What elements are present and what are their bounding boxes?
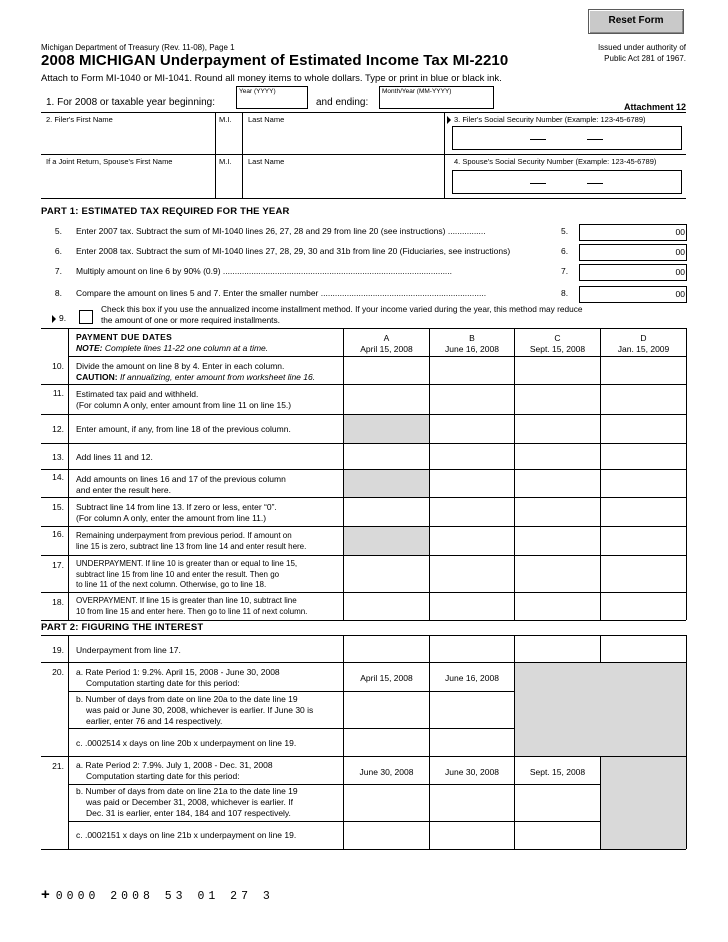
form-title: 2008 MICHIGAN Underpayment of Estimated Income Tax MI-2210 bbox=[41, 52, 509, 69]
amount-input-line-8[interactable] bbox=[579, 286, 687, 303]
department-line: Michigan Department of Treasury (Rev. 11-08), Page 1 bbox=[41, 43, 235, 52]
form-code: 0000 2008 53 01 27 3 bbox=[55, 890, 274, 903]
rule bbox=[429, 635, 430, 849]
line-number: 21. bbox=[52, 761, 64, 771]
line-number: 17. bbox=[52, 560, 64, 570]
line-20a-text bbox=[76, 667, 280, 689]
text-line: was paid or June 30, 2008, whichever is earlier. If June 30 is bbox=[86, 705, 314, 715]
text-line: Computation starting date for this period: bbox=[86, 771, 240, 781]
authority-line-1: Issued under authority of bbox=[597, 43, 686, 52]
annualized-method-checkbox[interactable] bbox=[79, 310, 93, 324]
rule bbox=[68, 328, 69, 620]
filer-ssn-caption bbox=[447, 115, 646, 124]
shaded-cell bbox=[344, 415, 429, 443]
column-letter: A bbox=[383, 333, 390, 343]
line-text: Enter 2007 tax. Subtract the sum of MI-1040 lines 26, 27, 28 and 29 from line 20 (see instructions) ................ bbox=[76, 226, 486, 236]
column-letter: D bbox=[640, 333, 647, 343]
text-line: line 15 is zero, subtract line 13 from line 14 and enter result here. bbox=[76, 541, 307, 551]
text-line: Dec. 31 is earlier, enter 184, 184 and 107 respectively. bbox=[86, 808, 291, 818]
text-line: 10 from line 15 and enter here. Then go to line 11 of next column. bbox=[76, 606, 308, 616]
amount-input-line-6[interactable] bbox=[579, 244, 687, 261]
column-a-header bbox=[344, 333, 429, 355]
line-21a-date-c: Sept. 15, 2008 bbox=[529, 767, 586, 777]
rule bbox=[41, 620, 686, 621]
line-ref: 6. bbox=[561, 246, 569, 256]
month-year-caption: Month/Year (MM-YYYY) bbox=[382, 88, 452, 95]
shaded-cell bbox=[344, 527, 429, 555]
text-line: Computation starting date for this period: bbox=[86, 678, 240, 688]
line-ref: 5. bbox=[561, 226, 569, 236]
rule bbox=[41, 756, 686, 757]
rule bbox=[41, 592, 686, 593]
plus-mark: + bbox=[41, 886, 50, 903]
rule bbox=[68, 635, 69, 849]
shaded-cell bbox=[601, 757, 686, 849]
shaded-cell bbox=[344, 470, 429, 497]
rule bbox=[68, 784, 686, 785]
rule bbox=[444, 112, 445, 198]
rule bbox=[686, 328, 687, 620]
line-20a-date-b: June 16, 2008 bbox=[445, 673, 499, 683]
rule bbox=[41, 384, 686, 385]
note-label: NOTE: bbox=[76, 343, 103, 353]
shaded-cell bbox=[515, 663, 686, 756]
text-line: a. Rate Period 1: 9.2%. April 15, 2008 - June 30, 2008 bbox=[76, 667, 280, 677]
rule bbox=[68, 356, 686, 357]
line-number: 16. bbox=[52, 529, 64, 539]
arrow-icon bbox=[447, 116, 451, 124]
year-caption: Year (YYYY) bbox=[239, 88, 276, 95]
line9-text-1: Check this box if you use the annualized income installment method. If your income varied during the year, this method may reduce bbox=[101, 304, 583, 314]
amount-input-line-7[interactable] bbox=[579, 264, 687, 281]
line-20c-text: c. .0002514 x days on line 20b x underpayment on line 19. bbox=[76, 738, 297, 748]
rule bbox=[242, 112, 243, 198]
line-text: Enter 2008 tax. Subtract the sum of MI-1040 lines 27, 28, 29, 30 and 31b from line 20 (Fiduciaries, see instructions) bbox=[76, 246, 511, 256]
text-line: (For column A only, enter amount from line 11 on line 15.) bbox=[76, 400, 292, 410]
line-number: 12. bbox=[52, 424, 64, 434]
text-line: b. Number of days from date on line 21a to the date line 19 bbox=[76, 786, 298, 796]
line-number: 13. bbox=[52, 452, 64, 462]
text-line: and enter the result here. bbox=[76, 485, 171, 495]
line-number: 5. bbox=[54, 226, 62, 236]
amount-input-line-5[interactable] bbox=[579, 224, 687, 241]
text-line: b. Number of days from date on line 20a to the date line 19 bbox=[76, 694, 298, 704]
ssn-dash bbox=[530, 139, 546, 140]
spouse-first-name-caption: If a Joint Return, Spouse's First Name bbox=[46, 157, 173, 166]
spouse-ssn-input[interactable] bbox=[452, 170, 682, 194]
text-line: earlier, enter 76 and 14 respectively. bbox=[86, 716, 223, 726]
column-date: June 16, 2008 bbox=[445, 344, 499, 354]
filer-ssn-input[interactable] bbox=[452, 126, 682, 150]
year-input[interactable] bbox=[236, 86, 308, 109]
table-note bbox=[76, 343, 268, 354]
filer-ssn-caption-text: 3. Filer's Social Security Number (Example: 123-45-6789) bbox=[454, 115, 646, 124]
note-text: Complete lines 11-22 one column at a time. bbox=[104, 343, 269, 353]
line-19-text: Underpayment from line 17. bbox=[76, 645, 181, 655]
rule bbox=[41, 154, 686, 155]
line-21a-text bbox=[76, 760, 273, 782]
line-12-text: Enter amount, if any, from line 18 of the previous column. bbox=[76, 424, 291, 434]
line-number: 18. bbox=[52, 597, 64, 607]
attachment-number: Attachment 12 bbox=[623, 102, 686, 112]
and-ending-label: and ending: bbox=[316, 97, 369, 108]
rule bbox=[41, 328, 686, 329]
rule bbox=[41, 112, 686, 113]
rule bbox=[215, 112, 216, 198]
line-number: 6. bbox=[54, 246, 62, 256]
line-number: 20. bbox=[52, 667, 64, 677]
line-13-text: Add lines 11 and 12. bbox=[76, 452, 153, 462]
column-date: Sept. 15, 2008 bbox=[529, 344, 586, 354]
spouse-mi-caption: M.I. bbox=[219, 157, 232, 166]
column-c-header bbox=[515, 333, 600, 355]
ssn-dash bbox=[530, 183, 546, 184]
line-17-text bbox=[76, 559, 297, 591]
line-number: 10. bbox=[52, 361, 64, 371]
text-line: subtract line 15 from line 10 and enter the result. Then go bbox=[76, 569, 280, 579]
rule bbox=[343, 635, 344, 849]
column-letter: C bbox=[554, 333, 561, 343]
line-21a-date-b: June 30, 2008 bbox=[445, 767, 499, 777]
reset-form-button[interactable]: Reset Form bbox=[588, 9, 684, 34]
line-number: 19. bbox=[52, 645, 64, 655]
line-15-text bbox=[76, 502, 277, 524]
line9-num-text: 9. bbox=[59, 313, 67, 323]
text-line: a. Rate Period 2: 7.9%. July 1, 2008 - Dec. 31, 2008 bbox=[76, 760, 273, 770]
authority-note bbox=[560, 42, 686, 64]
line-text: Compare the amount on lines 5 and 7. Enter the smaller number ...................................................................... bbox=[76, 288, 487, 298]
rule bbox=[686, 635, 687, 849]
filer-mi-caption: M.I. bbox=[219, 115, 232, 124]
rule bbox=[41, 849, 686, 850]
line-21a-date-a: June 30, 2008 bbox=[359, 767, 414, 777]
line-number: 7. bbox=[54, 266, 62, 276]
line-number: 8. bbox=[54, 288, 62, 298]
column-date: Jan. 15, 2009 bbox=[617, 344, 670, 354]
rule bbox=[41, 497, 686, 498]
column-d-header bbox=[601, 333, 686, 355]
filer-first-name-caption: 2. Filer's First Name bbox=[46, 115, 113, 124]
authority-line-2: Public Act 281 of 1967. bbox=[604, 54, 686, 63]
line-11-text bbox=[76, 389, 291, 411]
cents: 00 bbox=[675, 267, 685, 277]
cents: 00 bbox=[675, 289, 685, 299]
line-14-text bbox=[76, 474, 286, 496]
column-date: April 15, 2008 bbox=[360, 344, 413, 354]
spouse-ssn-caption: 4. Spouse's Social Security Number (Example: 123-45-6789) bbox=[454, 157, 657, 166]
rule bbox=[600, 328, 601, 620]
part1-title: PART 1: ESTIMATED TAX REQUIRED FOR THE YEAR bbox=[41, 206, 290, 217]
line-ref: 8. bbox=[561, 288, 569, 298]
line-16-text bbox=[76, 531, 306, 552]
caution-text: If annualizing, enter amount from worksheet line 16. bbox=[119, 372, 316, 382]
text-line: Remaining underpayment from previous period. If amount on bbox=[76, 531, 292, 540]
rule bbox=[68, 821, 686, 822]
month-year-input[interactable] bbox=[379, 86, 494, 109]
text-line: Add amounts on lines 16 and 17 of the previous column bbox=[76, 474, 286, 484]
cents: 00 bbox=[675, 227, 685, 237]
text-line: OVERPAYMENT. If line 15 is greater than line 10, subtract line bbox=[76, 596, 297, 605]
spouse-last-name-caption: Last Name bbox=[248, 157, 285, 166]
filer-last-name-caption: Last Name bbox=[248, 115, 285, 124]
caution-label: CAUTION: bbox=[76, 372, 118, 382]
rule bbox=[41, 555, 686, 556]
line-20a-date-a: April 15, 2008 bbox=[360, 673, 413, 683]
line-21b-text bbox=[76, 786, 298, 819]
line-10-text bbox=[76, 361, 315, 383]
line-text: Multiply amount on line 6 by 90% (0.9) ................................................................................................. bbox=[76, 266, 453, 276]
attach-instructions: Attach to Form MI-1040 or MI-1041. Round all money items to whole dollars. Type or print in blue or black ink. bbox=[41, 73, 502, 84]
arrow-icon bbox=[52, 315, 56, 323]
rule bbox=[41, 635, 686, 636]
rule bbox=[41, 198, 686, 199]
rule bbox=[429, 328, 430, 620]
column-b-header bbox=[430, 333, 514, 355]
line9-number bbox=[52, 313, 66, 324]
line-number: 15. bbox=[52, 502, 64, 512]
text-line: Subtract line 14 from line 13. If zero or less, enter “0”. bbox=[76, 502, 277, 512]
line-ref: 7. bbox=[561, 266, 569, 276]
line-18-text bbox=[76, 596, 307, 617]
line9-text-2: the amount of one or more required installments. bbox=[101, 315, 280, 325]
text-line bbox=[76, 372, 315, 383]
text-line: Estimated tax paid and withheld. bbox=[76, 389, 199, 399]
line-21c-text: c. .0002151 x days on line 21b x underpayment on line 19. bbox=[76, 830, 297, 840]
text-line: (For column A only, enter the amount from line 11.) bbox=[76, 513, 267, 523]
line-20b-text bbox=[76, 694, 313, 727]
line-number: 11. bbox=[52, 388, 64, 398]
form-barcode-number bbox=[41, 886, 274, 903]
ssn-dash bbox=[587, 139, 603, 140]
line1-label: 1. For 2008 or taxable year beginning: bbox=[46, 97, 215, 108]
text-line: was paid or December 31, 2008, whichever is earlier. If bbox=[86, 797, 293, 807]
ssn-dash bbox=[587, 183, 603, 184]
part2-title: PART 2: FIGURING THE INTEREST bbox=[41, 622, 204, 633]
rule bbox=[41, 443, 686, 444]
text-line: to line 11 of the next column. Otherwise, go to line 18. bbox=[76, 580, 267, 589]
text-line: Divide the amount on line 8 by 4. Enter in each column. bbox=[76, 361, 285, 371]
text-line: UNDERPAYMENT. If line 10 is greater than or equal to line 15, bbox=[76, 559, 298, 568]
column-letter: B bbox=[469, 333, 475, 343]
rule bbox=[514, 328, 515, 620]
payment-due-dates-heading: PAYMENT DUE DATES bbox=[76, 332, 173, 342]
cents: 00 bbox=[675, 247, 685, 257]
line-number: 14. bbox=[52, 472, 64, 482]
